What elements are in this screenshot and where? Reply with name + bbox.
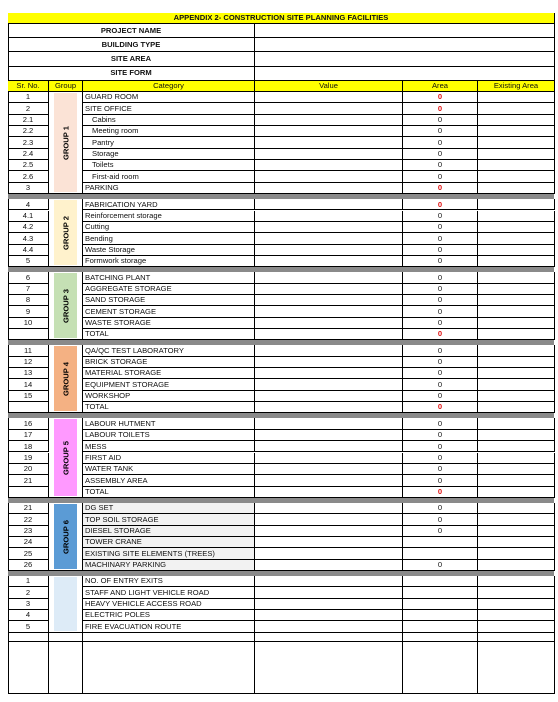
- info-value: [255, 52, 555, 66]
- row-value: [255, 464, 403, 475]
- row-category: TOTAL: [83, 402, 255, 413]
- row-existing-area: [478, 514, 555, 525]
- row-srno: 2.1: [8, 115, 49, 126]
- row-srno: 4: [8, 610, 49, 621]
- row-value: [255, 345, 403, 356]
- row-category: TOP SOIL STORAGE: [83, 514, 255, 525]
- blank-cell: [83, 633, 255, 694]
- row-value: [255, 610, 403, 621]
- row-existing-area: [478, 115, 555, 126]
- row-srno: 3: [8, 599, 49, 610]
- row-category: LABOUR HUTMENT: [83, 418, 255, 429]
- row-existing-area: [478, 233, 555, 244]
- row-category: Reinforcement storage: [83, 211, 255, 222]
- row-value: [255, 621, 403, 632]
- row-area: [403, 621, 478, 632]
- row-value: [255, 137, 403, 148]
- row-area: 0: [403, 357, 478, 368]
- row-area: 0: [403, 115, 478, 126]
- row-area: 0: [403, 256, 478, 267]
- row-existing-area: [478, 329, 555, 340]
- row-existing-area: [478, 621, 555, 632]
- info-value: [255, 24, 555, 38]
- blank-cell: [403, 633, 478, 694]
- info-label: SITE AREA: [8, 52, 255, 66]
- row-category: TOTAL: [83, 329, 255, 340]
- group-column-block: [49, 576, 83, 633]
- row-srno: 5: [8, 256, 49, 267]
- row-area: 0: [403, 526, 478, 537]
- row-area: 0: [403, 345, 478, 356]
- row-area: 0: [403, 514, 478, 525]
- row-value: [255, 329, 403, 340]
- row-category: Waste Storage: [83, 245, 255, 256]
- blank-cell: [255, 633, 403, 694]
- row-category: WASTE STORAGE: [83, 318, 255, 329]
- row-area: [403, 548, 478, 559]
- row-srno: 2.6: [8, 171, 49, 182]
- row-area: 0: [403, 475, 478, 486]
- row-category: MATERIAL STORAGE: [83, 368, 255, 379]
- row-srno: 23: [8, 526, 49, 537]
- row-existing-area: [478, 149, 555, 160]
- row-area: 0: [403, 368, 478, 379]
- row-value: [255, 487, 403, 498]
- row-existing-area: [478, 357, 555, 368]
- row-srno: 8: [8, 295, 49, 306]
- row-category: PARKING: [83, 183, 255, 194]
- row-srno: 3: [8, 183, 49, 194]
- row-value: [255, 441, 403, 452]
- row-value: [255, 587, 403, 598]
- group-color-fill: [54, 577, 77, 631]
- row-srno: 15: [8, 391, 49, 402]
- row-srno: 26: [8, 560, 49, 571]
- row-category: ASSEMBLY AREA: [83, 475, 255, 486]
- row-value: [255, 103, 403, 114]
- row-existing-area: [478, 402, 555, 413]
- row-srno: [8, 329, 49, 340]
- row-value: [255, 526, 403, 537]
- group-column-block: [49, 345, 83, 413]
- row-srno: 6: [8, 272, 49, 283]
- row-category: WORKSHOP: [83, 391, 255, 402]
- row-srno: 2.5: [8, 160, 49, 171]
- row-srno: 25: [8, 548, 49, 559]
- info-value: [255, 38, 555, 52]
- row-category: Bending: [83, 233, 255, 244]
- row-existing-area: [478, 211, 555, 222]
- row-srno: 2: [8, 103, 49, 114]
- row-category: First-aid room: [83, 171, 255, 182]
- row-srno: 2.4: [8, 149, 49, 160]
- row-existing-area: [478, 160, 555, 171]
- row-category: FIRE EVACUATION ROUTE: [83, 621, 255, 632]
- row-value: [255, 430, 403, 441]
- row-srno: 4: [8, 199, 49, 210]
- row-value: [255, 503, 403, 514]
- row-category: DG SET: [83, 503, 255, 514]
- row-srno: 21: [8, 475, 49, 486]
- row-category: Pantry: [83, 137, 255, 148]
- row-srno: 5: [8, 621, 49, 632]
- row-category: Cutting: [83, 222, 255, 233]
- row-value: [255, 284, 403, 295]
- row-category: WATER TANK: [83, 464, 255, 475]
- group-label: GROUP 4: [61, 362, 70, 397]
- row-category: BRICK STORAGE: [83, 357, 255, 368]
- row-value: [255, 514, 403, 525]
- row-category: Storage: [83, 149, 255, 160]
- row-existing-area: [478, 284, 555, 295]
- row-existing-area: [478, 599, 555, 610]
- group-label: GROUP 3: [61, 289, 70, 324]
- row-area: 0: [403, 430, 478, 441]
- row-value: [255, 92, 403, 103]
- row-existing-area: [478, 137, 555, 148]
- row-existing-area: [478, 418, 555, 429]
- group-column-block: [49, 92, 83, 194]
- row-value: [255, 318, 403, 329]
- row-category: LABOUR TOILETS: [83, 430, 255, 441]
- header-existing-area: Existing Area: [478, 81, 555, 92]
- row-existing-area: [478, 126, 555, 137]
- row-category: MACHINARY PARKING: [83, 560, 255, 571]
- row-value: [255, 560, 403, 571]
- row-value: [255, 537, 403, 548]
- group-column-block: [49, 199, 83, 267]
- row-existing-area: [478, 587, 555, 598]
- row-srno: 4.1: [8, 211, 49, 222]
- row-value: [255, 548, 403, 559]
- row-srno: 17: [8, 430, 49, 441]
- row-existing-area: [478, 272, 555, 283]
- row-area: 0: [403, 453, 478, 464]
- row-category: Toilets: [83, 160, 255, 171]
- row-existing-area: [478, 245, 555, 256]
- row-area: 0: [403, 149, 478, 160]
- row-category: CEMENT STORAGE: [83, 306, 255, 317]
- row-value: [255, 256, 403, 267]
- row-srno: 18: [8, 441, 49, 452]
- row-value: [255, 453, 403, 464]
- row-value: [255, 418, 403, 429]
- row-existing-area: [478, 379, 555, 390]
- row-category: Cabins: [83, 115, 255, 126]
- row-existing-area: [478, 222, 555, 233]
- row-area: 0: [403, 487, 478, 498]
- group-column-block: [49, 272, 83, 340]
- row-value: [255, 245, 403, 256]
- row-srno: 1: [8, 92, 49, 103]
- row-category: Formwork storage: [83, 256, 255, 267]
- row-existing-area: [478, 475, 555, 486]
- row-area: 0: [403, 272, 478, 283]
- row-area: 0: [403, 379, 478, 390]
- row-existing-area: [478, 256, 555, 267]
- row-value: [255, 126, 403, 137]
- row-category: HEAVY VEHICLE ACCESS ROAD: [83, 599, 255, 610]
- row-srno: 1: [8, 576, 49, 587]
- row-area: 0: [403, 92, 478, 103]
- row-category: EXISTING SITE ELEMENTS (TREES): [83, 548, 255, 559]
- row-value: [255, 295, 403, 306]
- row-value: [255, 199, 403, 210]
- row-area: 0: [403, 137, 478, 148]
- row-existing-area: [478, 560, 555, 571]
- row-area: [403, 587, 478, 598]
- row-value: [255, 379, 403, 390]
- row-value: [255, 160, 403, 171]
- row-srno: 4.3: [8, 233, 49, 244]
- row-area: 0: [403, 211, 478, 222]
- row-area: 0: [403, 245, 478, 256]
- info-label: SITE FORM: [8, 67, 255, 81]
- row-existing-area: [478, 199, 555, 210]
- row-srno: 2.3: [8, 137, 49, 148]
- row-area: 0: [403, 391, 478, 402]
- row-area: 0: [403, 318, 478, 329]
- header-area: Area: [403, 81, 478, 92]
- row-category: ELECTRIC POLES: [83, 610, 255, 621]
- row-existing-area: [478, 92, 555, 103]
- row-existing-area: [478, 391, 555, 402]
- row-existing-area: [478, 453, 555, 464]
- row-value: [255, 272, 403, 283]
- row-existing-area: [478, 526, 555, 537]
- row-srno: 24: [8, 537, 49, 548]
- row-value: [255, 599, 403, 610]
- row-area: [403, 610, 478, 621]
- row-area: 0: [403, 183, 478, 194]
- row-srno: 22: [8, 514, 49, 525]
- group-label: GROUP 2: [61, 216, 70, 251]
- row-area: 0: [403, 464, 478, 475]
- row-category: FIRST AID: [83, 453, 255, 464]
- row-area: 0: [403, 284, 478, 295]
- row-category: GUARD ROOM: [83, 92, 255, 103]
- blank-cell: [8, 633, 49, 694]
- row-existing-area: [478, 441, 555, 452]
- row-existing-area: [478, 171, 555, 182]
- row-existing-area: [478, 183, 555, 194]
- row-existing-area: [478, 368, 555, 379]
- row-srno: 19: [8, 453, 49, 464]
- group-label: GROUP 6: [61, 519, 70, 554]
- row-existing-area: [478, 548, 555, 559]
- info-label: PROJECT NAME: [8, 24, 255, 38]
- row-value: [255, 233, 403, 244]
- row-srno: 11: [8, 345, 49, 356]
- row-area: 0: [403, 329, 478, 340]
- row-srno: [8, 402, 49, 413]
- header-group: Group: [49, 81, 83, 92]
- group-column-block: [49, 503, 83, 571]
- info-label: BUILDING TYPE: [8, 38, 255, 52]
- blank-cell: [478, 633, 555, 694]
- info-value: [255, 67, 555, 81]
- group-label: GROUP 1: [61, 126, 70, 161]
- row-area: 0: [403, 418, 478, 429]
- row-category: TOWER CRANE: [83, 537, 255, 548]
- row-value: [255, 183, 403, 194]
- row-value: [255, 475, 403, 486]
- row-existing-area: [478, 306, 555, 317]
- row-area: 0: [403, 402, 478, 413]
- row-category: DIESEL STORAGE: [83, 526, 255, 537]
- row-category: STAFF AND LIGHT VEHICLE ROAD: [83, 587, 255, 598]
- row-srno: 2.2: [8, 126, 49, 137]
- row-value: [255, 402, 403, 413]
- row-value: [255, 368, 403, 379]
- row-area: 0: [403, 560, 478, 571]
- row-value: [255, 576, 403, 587]
- row-existing-area: [478, 318, 555, 329]
- row-existing-area: [478, 503, 555, 514]
- row-area: [403, 537, 478, 548]
- header-category: Category: [83, 81, 255, 92]
- row-area: 0: [403, 126, 478, 137]
- row-area: 0: [403, 295, 478, 306]
- row-existing-area: [478, 430, 555, 441]
- row-category: BATCHING PLANT: [83, 272, 255, 283]
- row-area: [403, 576, 478, 587]
- row-value: [255, 149, 403, 160]
- row-srno: 20: [8, 464, 49, 475]
- header-value: Value: [255, 81, 403, 92]
- group-column-block: [49, 418, 83, 497]
- row-value: [255, 306, 403, 317]
- row-srno: 4.4: [8, 245, 49, 256]
- row-existing-area: [478, 464, 555, 475]
- row-area: 0: [403, 199, 478, 210]
- row-category: Meeting room: [83, 126, 255, 137]
- row-srno: 13: [8, 368, 49, 379]
- row-area: 0: [403, 441, 478, 452]
- row-existing-area: [478, 103, 555, 114]
- row-srno: [8, 487, 49, 498]
- row-existing-area: [478, 487, 555, 498]
- row-srno: 16: [8, 418, 49, 429]
- row-area: 0: [403, 503, 478, 514]
- row-existing-area: [478, 610, 555, 621]
- row-value: [255, 171, 403, 182]
- row-category: MESS: [83, 441, 255, 452]
- row-category: NO. OF ENTRY EXITS: [83, 576, 255, 587]
- row-existing-area: [478, 537, 555, 548]
- row-srno: 14: [8, 379, 49, 390]
- row-value: [255, 211, 403, 222]
- row-value: [255, 391, 403, 402]
- row-category: QA/QC TEST LABORATORY: [83, 345, 255, 356]
- row-value: [255, 222, 403, 233]
- row-category: EQUIPMENT STORAGE: [83, 379, 255, 390]
- row-srno: 7: [8, 284, 49, 295]
- row-srno: 9: [8, 306, 49, 317]
- row-category: SITE OFFICE: [83, 103, 255, 114]
- row-category: AGGREGATE STORAGE: [83, 284, 255, 295]
- row-existing-area: [478, 576, 555, 587]
- row-area: 0: [403, 160, 478, 171]
- group-label: GROUP 5: [61, 441, 70, 476]
- blank-cell: [49, 633, 83, 694]
- row-srno: 21: [8, 503, 49, 514]
- row-category: FABRICATION YARD: [83, 199, 255, 210]
- row-srno: 4.2: [8, 222, 49, 233]
- row-area: [403, 599, 478, 610]
- row-value: [255, 115, 403, 126]
- row-category: TOTAL: [83, 487, 255, 498]
- row-srno: 2: [8, 587, 49, 598]
- row-existing-area: [478, 345, 555, 356]
- row-srno: 12: [8, 357, 49, 368]
- row-area: 0: [403, 233, 478, 244]
- row-existing-area: [478, 295, 555, 306]
- header-srno: Sr. No.: [8, 81, 49, 92]
- row-area: 0: [403, 171, 478, 182]
- row-srno: 10: [8, 318, 49, 329]
- row-category: SAND STORAGE: [83, 295, 255, 306]
- row-area: 0: [403, 103, 478, 114]
- row-area: 0: [403, 306, 478, 317]
- row-value: [255, 357, 403, 368]
- sheet-title: APPENDIX 2- CONSTRUCTION SITE PLANNING FACILITIES: [8, 13, 555, 24]
- row-area: 0: [403, 222, 478, 233]
